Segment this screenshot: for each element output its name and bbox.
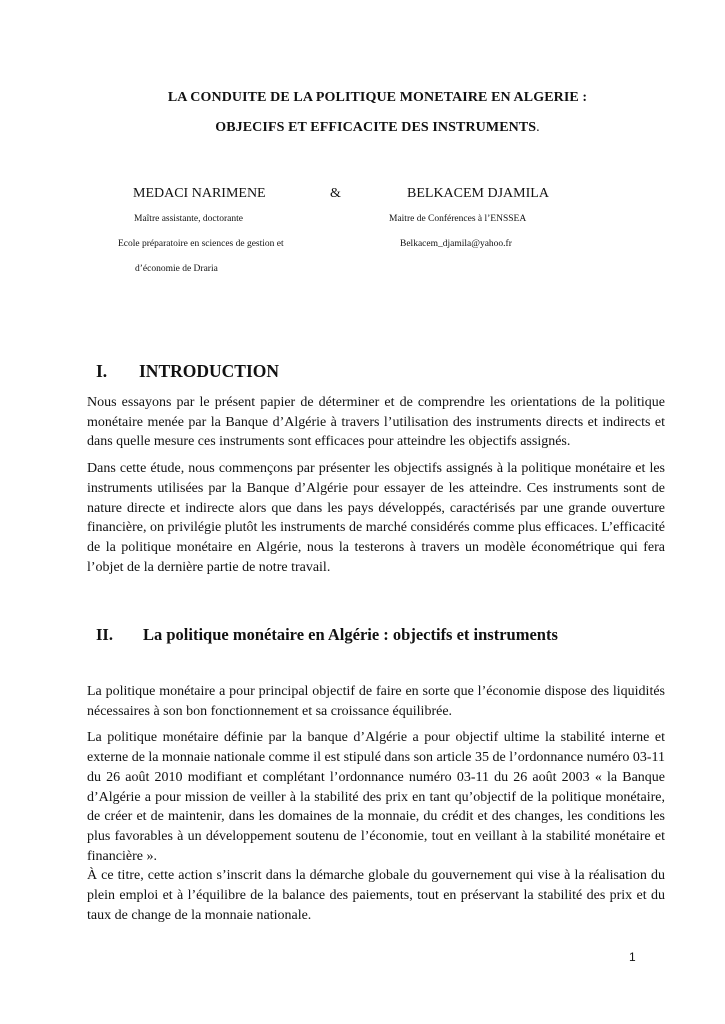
author-right-affiliation: Maitre de Conférences à l’ENSSEA bbox=[389, 214, 527, 224]
paper-title-line-2 bbox=[0, 120, 725, 136]
paragraph: Dans cette étude, nous commençons par présenter les objectifs assignés à la politique monétaire et les instruments utilisées par la Banque d’Algérie pour essayer de les atteindre. Ces instruments sont de nature directe et indirecte alors que dans les pays développés, caractérisés par une grande ouverture financière, on privilégie plutôt les instruments de marché considérés comme plus efficaces. L’efficacité de la politique monétaire en Algérie, nous la testerons à travers un modèle économétrique qui fera l’objet de la dernière partie de notre travail. bbox=[87, 461, 665, 575]
section-heading-introduction bbox=[96, 361, 280, 382]
author-right-email: Belkacem_djamila@yahoo.fr bbox=[400, 239, 512, 249]
author-left-name: MEDACI NARIMENE bbox=[133, 186, 266, 201]
section-title: INTRODUCTION bbox=[139, 361, 280, 381]
paragraph: Nous essayons par le présent papier de déterminer et de comprendre les orientations de la politique monétaire menée par la Banque d’Algérie à travers l’utilisation des instruments directs et indirects et dans quelle mesure ces instruments sont efficaces pour atteindre les objectifs assignés. bbox=[87, 395, 665, 450]
paragraph: À ce titre, cette action s’inscrit dans la démarche globale du gouvernement qui vise à la réalisation du plein emploi et à l’équilibre de la balance des paiements, tout en préservant la stabilité des prix et du taux de change de la monnaie nationale. bbox=[87, 868, 665, 923]
author-left-affiliation-1: Maître assistante, doctorante bbox=[134, 214, 243, 224]
paper-title-line-2-text: OBJECIFS ET EFFICACITE DES INSTRUMENTS bbox=[215, 120, 537, 135]
paper-title-line-1: LA CONDUITE DE LA POLITIQUE MONETAIRE EN ALGERIE : bbox=[167, 90, 588, 105]
author-right-name: BELKACEM DJAMILA bbox=[407, 186, 549, 201]
section-1-body bbox=[87, 393, 665, 577]
section-heading-politique-monetaire bbox=[96, 625, 558, 645]
paper-title-line-2-period: . bbox=[536, 120, 540, 135]
section-2-body bbox=[87, 682, 665, 925]
section-number: II. bbox=[96, 625, 113, 644]
author-left-affiliation-3: d’économie de Draria bbox=[135, 264, 218, 274]
author-left-affiliation-2: Ecole préparatoire en sciences de gestion et bbox=[118, 239, 284, 249]
paragraph: La politique monétaire définie par la banque d’Algérie a pour objectif ultime la stabilité interne et externe de la monnaie nationale comme il est stipulé dans son article 35 de l’ordonnance numéro 03-11 du 26 août 2010 modifiant et complétant l’ordonnance numéro 03-11 du 26 août 2003 « la Banque d’Algérie a pour mission de veiller à la stabilité des prix en tant qu’objectif de la politique monétaire, de créer et de maintenir, dans les domaines de la monnaie, du crédit et des changes, les conditions les plus favorables à un développement soutenu de l’économie, tout en veillant à la stabilité monétaire et financière ». bbox=[87, 730, 665, 864]
section-title: La politique monétaire en Algérie : objectifs et instruments bbox=[143, 625, 558, 644]
paragraph: La politique monétaire a pour principal objectif de faire en sorte que l’économie dispose des liquidités nécessaires à son bon fonctionnement et sa croissance équilibrée. bbox=[87, 684, 665, 719]
section-number: I. bbox=[96, 361, 108, 381]
author-separator: & bbox=[330, 186, 341, 201]
page-number: 1 bbox=[629, 950, 636, 964]
